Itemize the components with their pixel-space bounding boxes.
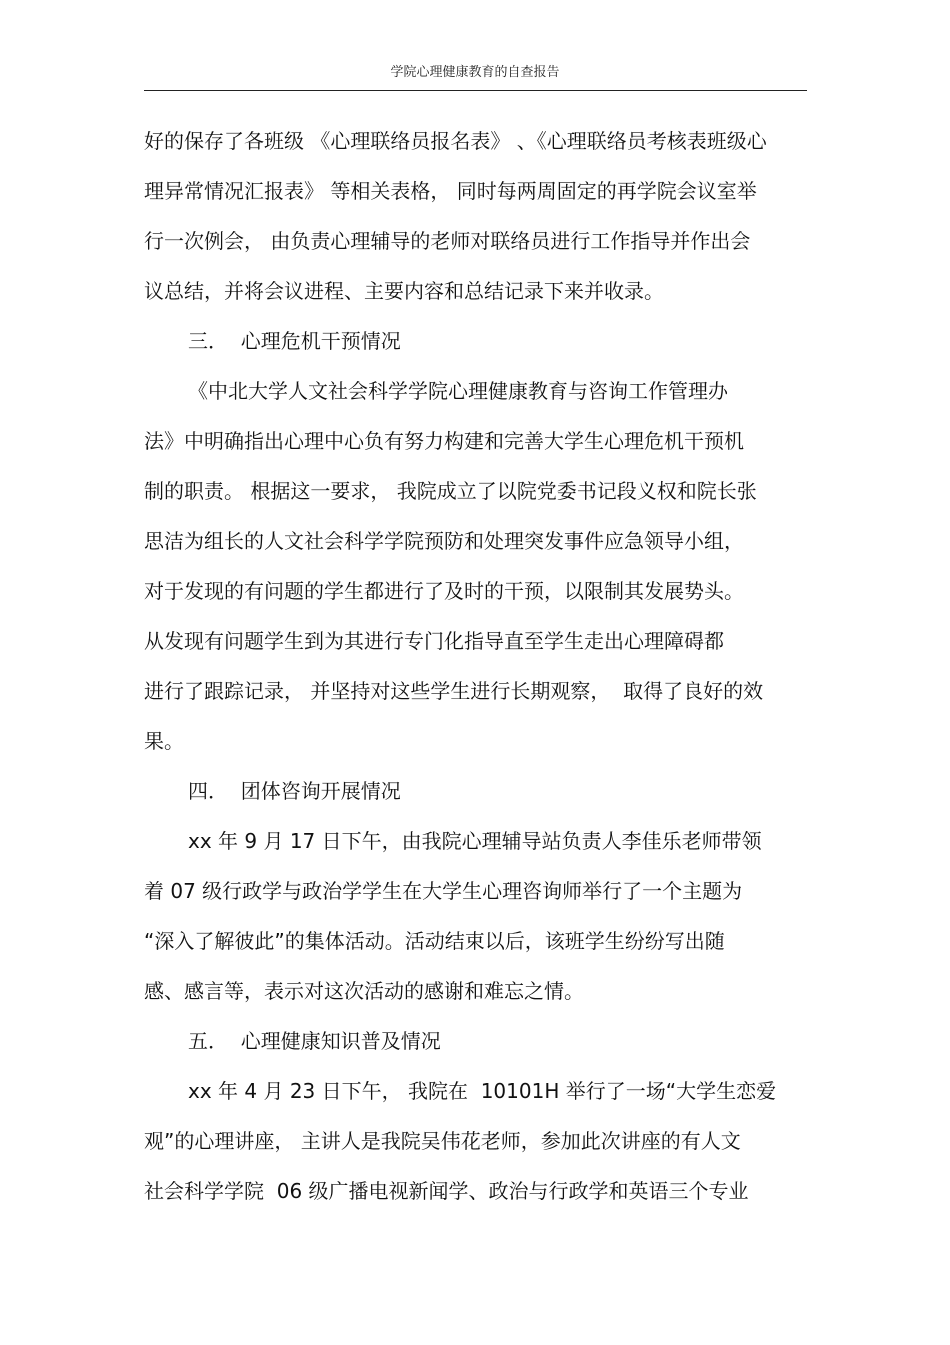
- text-line: 社会科学学院 06 级广播电视新闻学、政治与行政学和英语三个专业: [144, 1179, 749, 1203]
- header-divider: [144, 90, 807, 91]
- text-line: 法》中明确指出心理中心负有努力构建和完善大学生心理危机干预机: [144, 429, 744, 453]
- text-line: 理异常情况汇报表》 等相关表格， 同时每两周固定的再学院会议室举: [144, 179, 757, 203]
- text-line: 《中北大学人文社会科学学院心理健康教育与咨询工作管理办: [188, 379, 728, 403]
- text-line: 议总结，并将会议进程、主要内容和总结记录下来并收录。: [144, 279, 664, 303]
- text-line: 制的职责。 根据这一要求， 我院成立了以院党委书记段义权和院长张: [144, 479, 757, 503]
- text-line: 思洁为组长的人文社会科学学院预防和处理突发事件应急领导小组，: [144, 529, 744, 553]
- text-line: 感、感言等，表示对这次活动的感谢和难忘之情。: [144, 979, 584, 1003]
- text-line: 好的保存了各班级 《心理联络员报名表》 、《心理联络员考核表班级心: [144, 129, 767, 153]
- text-line: 对于发现的有问题的学生都进行了及时的干预，以限制其发展势头。: [144, 579, 744, 603]
- text-line: 从发现有问题学生到为其进行专门化指导直至学生走出心理障碍都: [144, 629, 724, 653]
- text-line: 进行了跟踪记录， 并坚持对这些学生进行长期观察， 取得了良好的效: [144, 679, 764, 703]
- text-line: xx 年 9 月 17 日下午，由我院心理辅导站负责人李佳乐老师带领: [188, 829, 762, 853]
- text-line: xx 年 4 月 23 日下午， 我院在 10101H 举行了一场“大学生恋爱: [188, 1079, 777, 1103]
- section-heading: 三． 心理危机干预情况: [188, 329, 401, 353]
- text-line: 着 07 级行政学与政治学学生在大学生心理咨询师举行了一个主题为: [144, 879, 743, 903]
- text-line: “深入了解彼此”的集体活动。活动结束以后，该班学生纷纷写出随: [144, 929, 725, 953]
- section-heading: 四． 团体咨询开展情况: [188, 779, 401, 803]
- text-line: 果。: [144, 729, 184, 753]
- header-title: 学院心理健康教育的自查报告: [390, 65, 560, 80]
- text-line: 观”的心理讲座， 主讲人是我院吴伟花老师，参加此次讲座的有人文: [144, 1129, 741, 1153]
- section-heading: 五． 心理健康知识普及情况: [188, 1029, 441, 1053]
- text-line: 行一次例会， 由负责心理辅导的老师对联络员进行工作指导并作出会: [144, 229, 751, 253]
